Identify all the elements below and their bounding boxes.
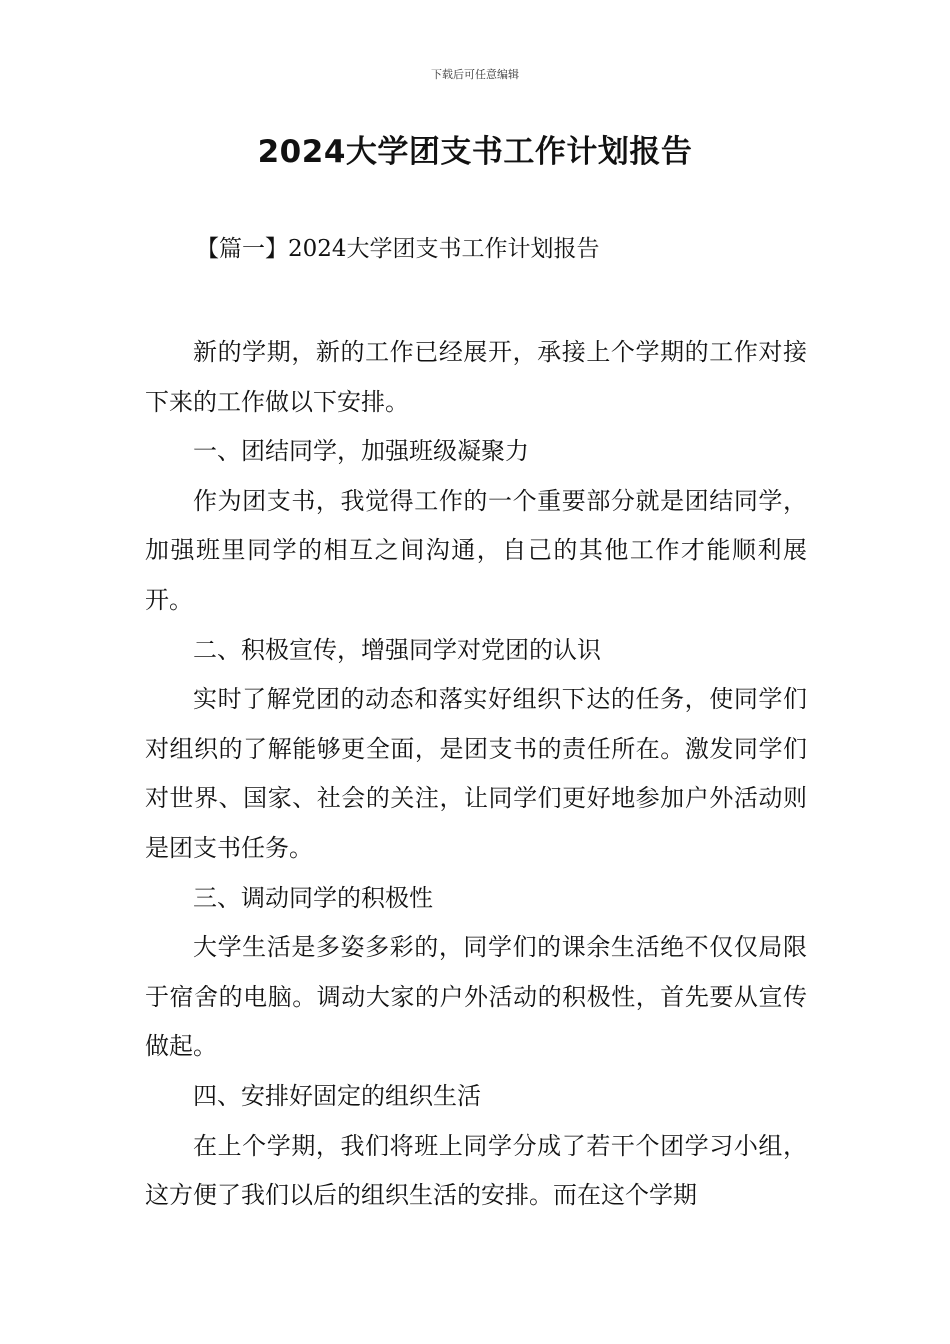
paragraph-motivation: 大学生活是多姿多彩的，同学们的课余生活绝不仅仅局限于宿舍的电脑。调动大家的户外活动的积极性，首先要从宣传做起。 xyxy=(145,933,807,1061)
document-title: 2024大学团支书工作计划报告 xyxy=(257,134,693,170)
paragraph-publicity: 实时了解党团的动态和落实好组织下达的任务，使同学们对组织的了解能够更全面，是团支书的责任所在。激发同学们对世界、国家、社会的关注，让同学们更好地参加户外活动则是团支书任务。 xyxy=(145,685,807,862)
document-body xyxy=(145,328,807,1221)
paragraph-intro: 新的学期，新的工作已经展开，承接上个学期的工作对接下来的工作做以下安排。 xyxy=(145,338,807,416)
section-heading: 【篇一】2024大学团支书工作计划报告 xyxy=(196,236,600,262)
subheading-organization: 四、安排好固定的组织生活 xyxy=(193,1081,481,1110)
subheading-unity: 一、团结同学，加强班级凝聚力 xyxy=(193,437,529,466)
header-note: 下载后可任意编辑 xyxy=(431,68,519,81)
subheading-publicity: 二、积极宣传，增强同学对党团的认识 xyxy=(193,635,601,664)
paragraph-organization: 在上个学期，我们将班上同学分成了若干个团学习小组，这方便了我们以后的组织生活的安排。而在这个学期 xyxy=(145,1131,807,1210)
paragraph-unity: 作为团支书，我觉得工作的一个重要部分就是团结同学，加强班里同学的相互之间沟通，自己的其他工作才能顺利展开。 xyxy=(145,486,807,614)
subheading-motivation: 三、调动同学的积极性 xyxy=(193,883,433,912)
